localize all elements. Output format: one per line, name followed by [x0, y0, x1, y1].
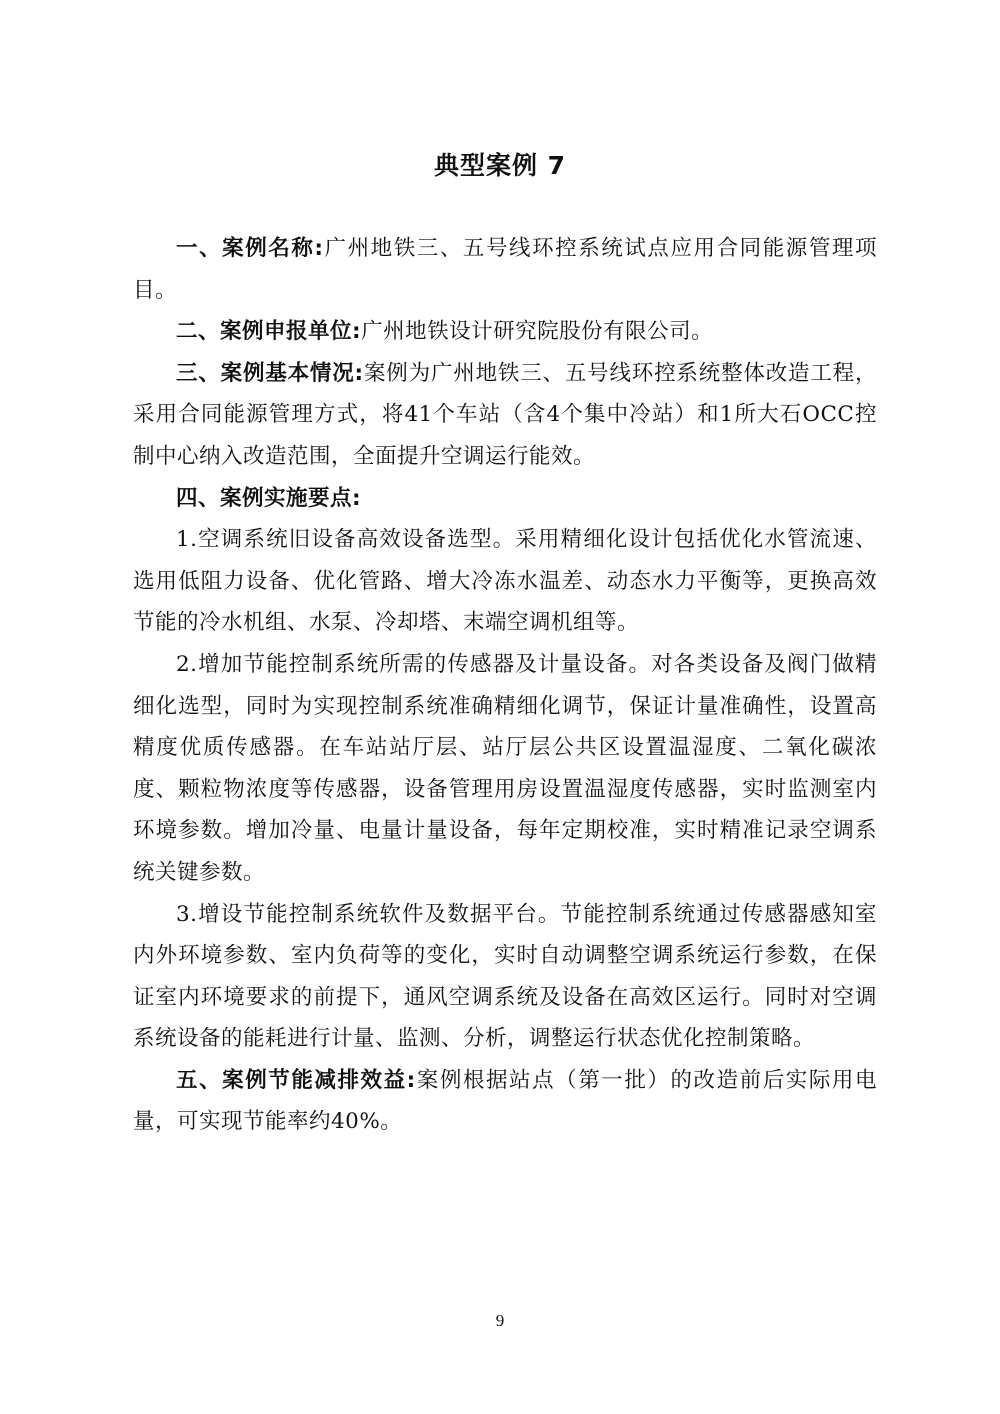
- section-text: 案例为广州地铁三、五号线环控系统整体改造工程，采用合同能源管理方式，将41个车站（含4个集中冷站）和1所大石OCC控制中心纳入改造范围，全面提升空调运行能效。: [133, 360, 877, 469]
- section-heading: 三、案例基本情况:: [176, 360, 364, 386]
- document-body: [133, 228, 877, 1143]
- section-text: 广州地铁设计研究院股份有限公司。: [361, 319, 714, 345]
- section-case-name: [133, 228, 877, 311]
- key-point-2: 2.增加节能控制系统所需的传感器及计量设备。对各类设备及阀门做精细化选型，同时为实现控制系统准确精细化调节，保证计量准确性，设置高精度优质传感器。在车站站厅层、站厅层公共区设置温湿度、二氧化碳浓度、颗粒物浓度等传感器，设备管理用房设置温湿度传感器，实时监测室内环境参数。增加冷量、电量计量设备，每年定期校准，实时精准记录空调系统关键参数。: [133, 651, 877, 885]
- section-energy-benefit: [133, 1060, 877, 1143]
- section-basic-info: [133, 353, 877, 478]
- section-applicant: [133, 311, 877, 353]
- key-point-3: 3.增设节能控制系统软件及数据平台。节能控制系统通过传感器感知室内外环境参数、室内负荷等的变化，实时自动调整空调系统运行参数，在保证室内环境要求的前提下，通风空调系统及设备在高效区运行。同时对空调系统设备的能耗进行计量、监测、分析，调整运行状态优化控制策略。: [133, 901, 877, 1052]
- key-point-1: 1.空调系统旧设备高效设备选型。采用精细化设计包括优化水管流速、选用低阻力设备、优化管路、增大冷冻水温差、动态水力平衡等，更换高效节能的冷水机组、水泵、冷却塔、末端空调机组等。: [133, 527, 877, 636]
- section-heading: 一、案例名称:: [176, 236, 324, 261]
- page-number: 9: [495, 1311, 505, 1330]
- section-heading: 五、案例节能减排效益:: [176, 1067, 416, 1093]
- section-key-points: [133, 478, 877, 520]
- document-title: 典型案例 7: [433, 151, 567, 180]
- section-heading: 二、案例申报单位:: [176, 319, 362, 345]
- section-text: 广州地铁三、五号线环控系统试点应用合同能源管理项目。: [133, 236, 877, 303]
- section-text: 案例根据站点（第一批）的改造前后实际用电量，可实现节能率约40%。: [133, 1067, 877, 1135]
- section-heading: 四、案例实施要点:: [176, 485, 362, 511]
